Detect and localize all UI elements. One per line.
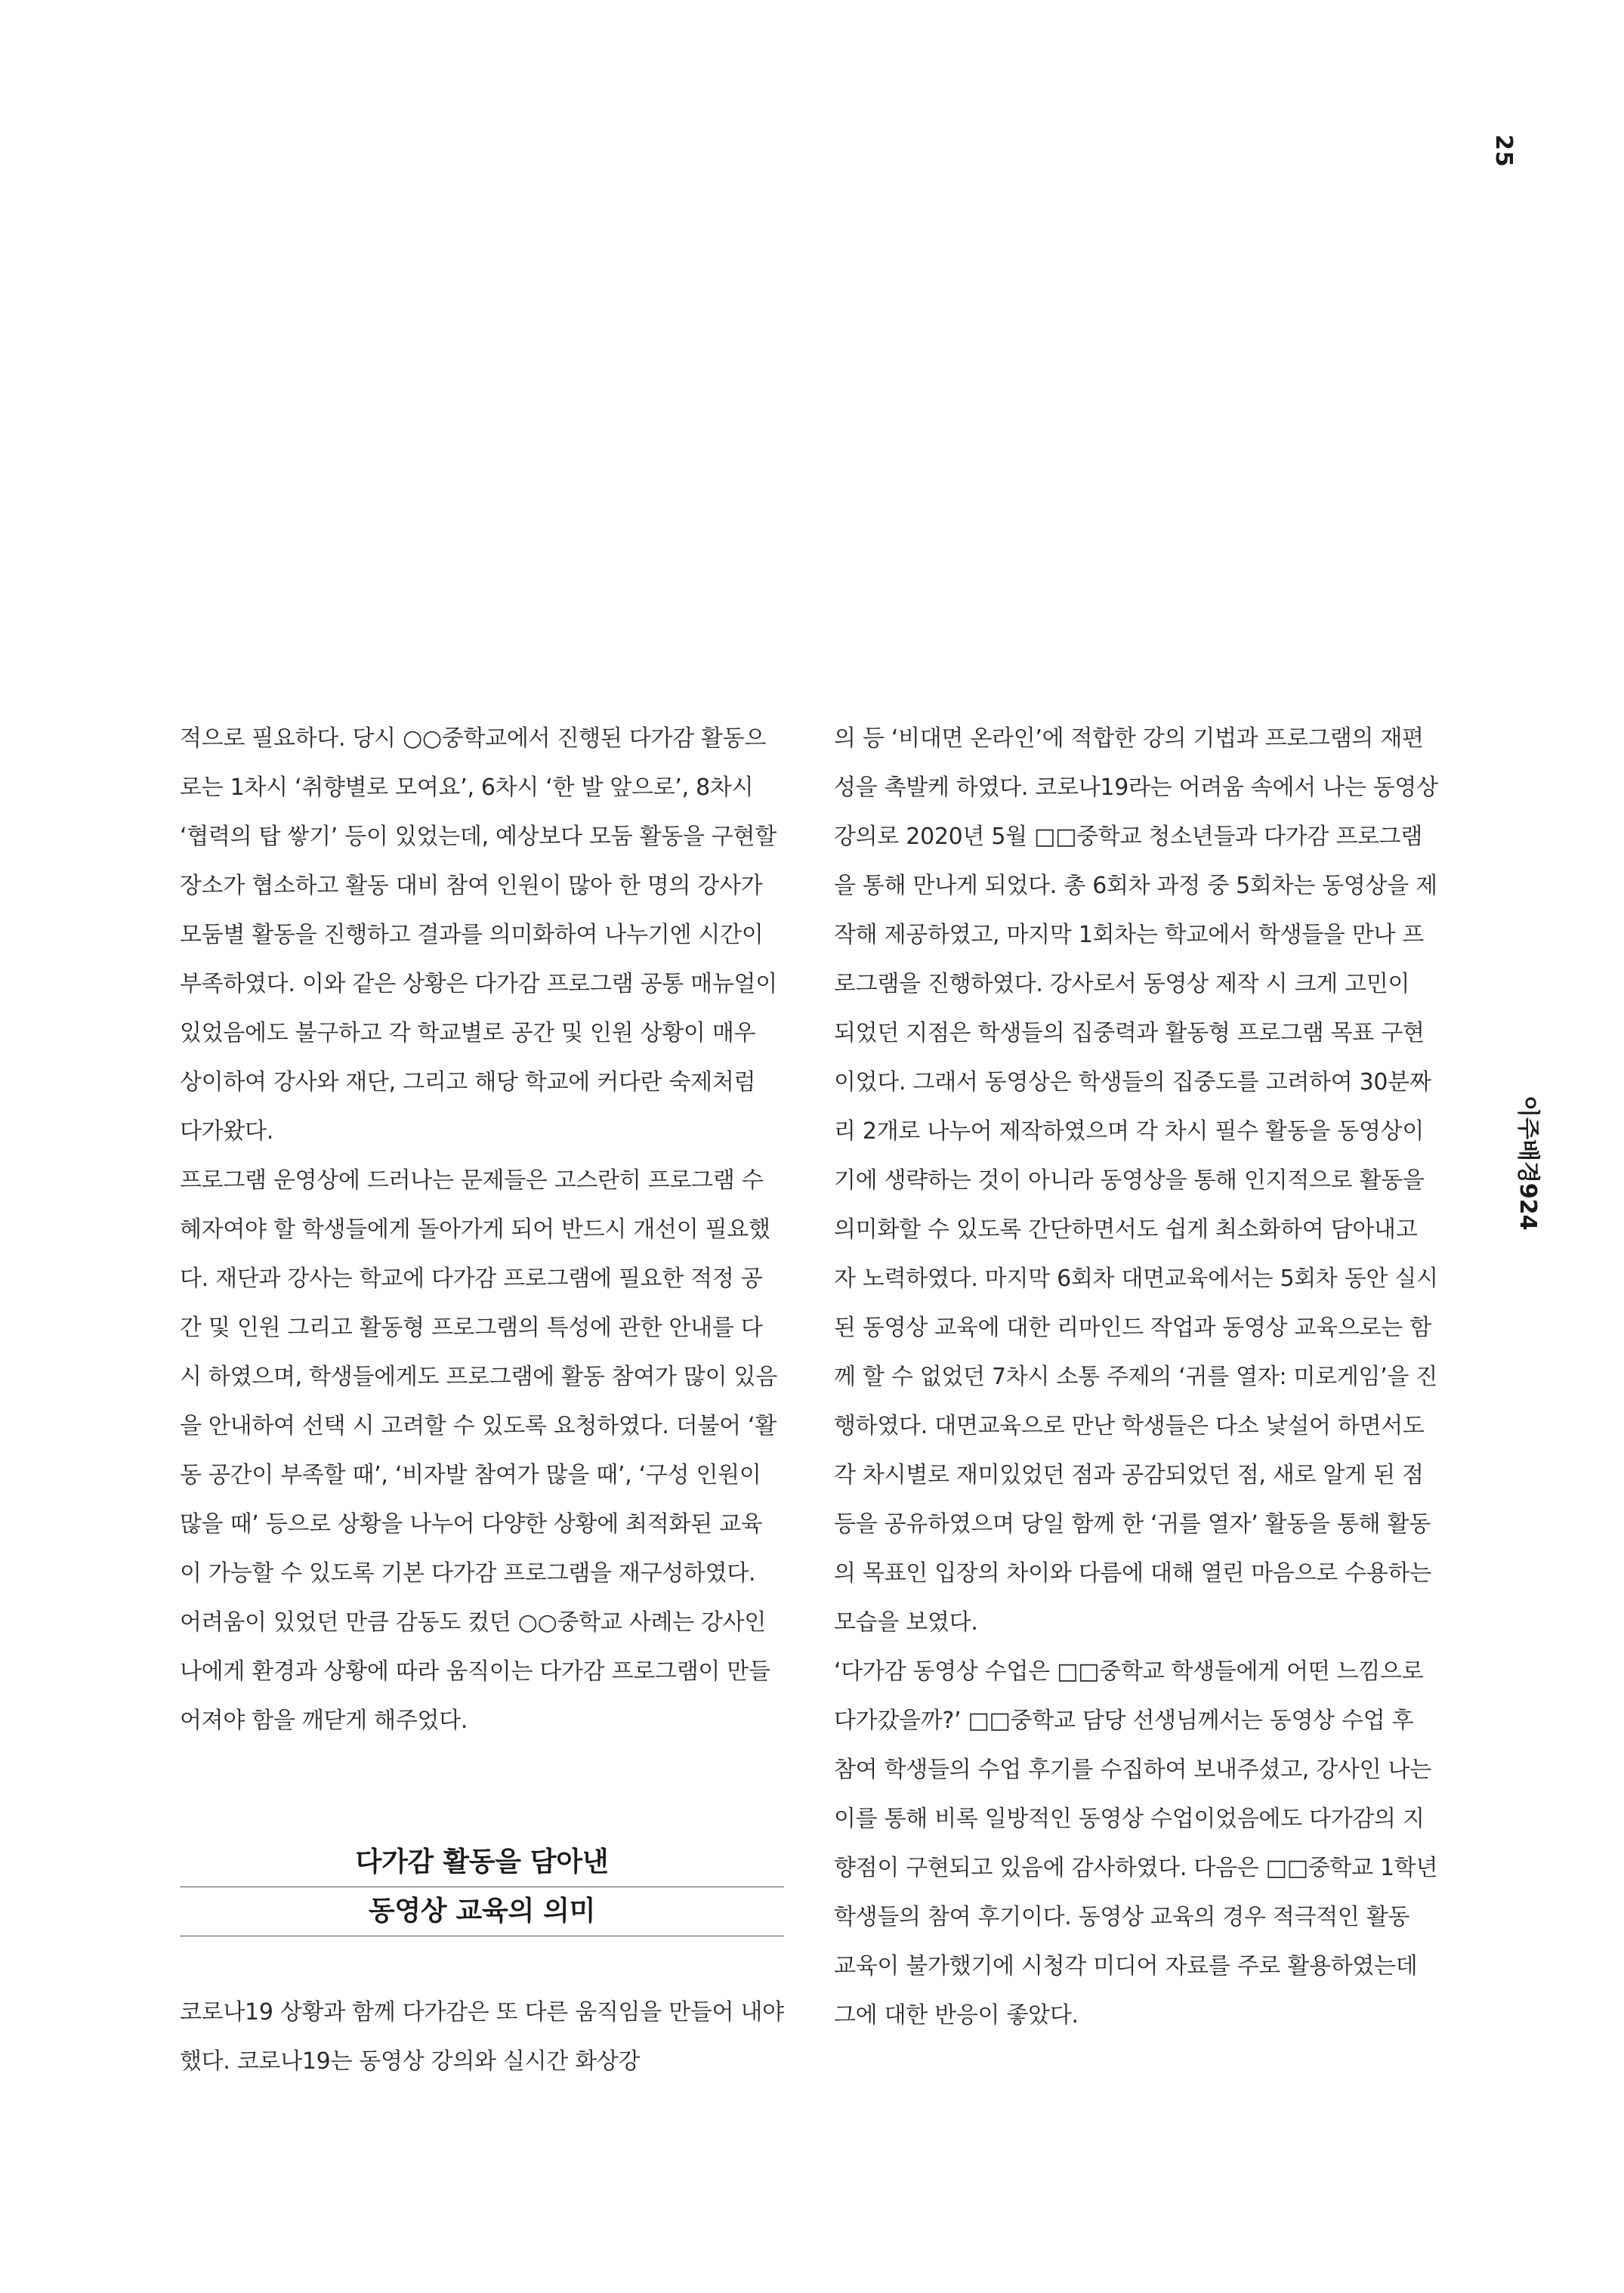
left-column [180,714,784,2086]
right-paragraph-1: 의 등 ‘비대면 온라인’에 적합한 강의 기법과 프로그램의 재편성을 촉발케 하였다. 코로나19라는 어려움 속에서 나는 동영상 강의로 2020년 5월 □□중학교 청소년들과 다가감 프로그램을 통해 만나게 되었다. 총 6회차 과정 중 5회차는 동영상을 제작해 제공하였고, 마지막 1회차는 학교에서 학생들을 만나 프로그램을 진행하였다. 강사로서 동영상 제작 시 크게 고민이 되었던 지점은 학생들의 집중력과 활동형 프로그램 목표 구현이었다. 그래서 동영상은 학생들의 집중도를 고려하여 30분짜리 2개로 나누어 제작하였으며 각 차시 필수 활동을 동영상이기에 생략하는 것이 아니라 동영상을 통해 인지적으로 활동을 의미화할 수 있도록 간단하면서도 쉽게 최소화하여 담아내고자 노력하였다. 마지막 6회차 대면교육에서는 5회차 동안 실시된 동영상 교육에 대한 리마인드 작업과 동영상 교육으로는 함께 할 수 없었던 7차시 소통 주제의 ‘귀를 열자: 미로게임’을 진행하였다. 대면교육으로 만난 학생들은 다소 낯설어 하면서도 각 차시별로 재미있었던 점과 공감되었던 점, 새로 알게 된 점 등을 공유하였으며 당일 함께 한 ‘귀를 열자’ 활동을 통해 활동의 목표인 입장의 차이와 다름에 대해 열린 마음으로 수용하는 모습을 보였다. [834,725,1438,1636]
right-paragraph-2: ‘다가감 동영상 수업은 □□중학교 학생들에게 어떤 느낌으로 다가갔을까?’ □□중학교 담당 선생님께서는 동영상 수업 후 참여 학생들의 수업 후기를 수집하여 보내주셨고, 강사인 나는 이를 통해 비록 일방적인 동영상 수업이었음에도 다가감의 지향점이 구현되고 있음에 감사하였다. 다음은 □□중학교 1학년 학생들의 참여 후기이다. 동영상 교육의 경우 적극적인 활동 교육이 불가했기에 시청각 미디어 자료를 주로 활용하였는데 그에 대한 반응이 좋았다. [834,1658,1438,2029]
section-heading-line-2: 동영상 교육의 의미 [180,1887,784,1936]
left-paragraph-1: 적으로 필요하다. 당시 ○○중학교에서 진행된 다가감 활동으로는 1차시 ‘취향별로 모여요’, 6차시 ‘한 발 앞으로’, 8차시 ‘협력의 탑 쌓기’ 등이 있었는데, 예상보다 모둠 활동을 구현할 장소가 협소하고 활동 대비 참여 인원이 많아 한 명의 강사가 모둠별 활동을 진행하고 결과를 의미화하여 나누기엔 시간이 부족하였다. 이와 같은 상황은 다가감 프로그램 공통 매뉴얼이 있었음에도 불구하고 각 학교별로 공간 및 인원 상황이 매우 상이하여 강사와 재단, 그리고 해당 학교에 커다란 숙제처럼 다가왔다. [180,725,777,1145]
left-paragraph-2: 프로그램 운영상에 드러나는 문제들은 고스란히 프로그램 수혜자여야 할 학생들에게 돌아가게 되어 반드시 개선이 필요했다. 재단과 강사는 학교에 다가감 프로그램에 필요한 적정 공간 및 인원 그리고 활동형 프로그램의 특성에 관한 안내를 다시 하였으며, 학생들에게도 프로그램에 활동 참여가 많이 있음을 안내하여 선택 시 고려할 수 있도록 요청하였다. 더불어 ‘활동 공간이 부족할 때’, ‘비자발 참여가 많을 때’, ‘구성 인원이 많을 때’ 등으로 상황을 나누어 다양한 상황에 최적화된 교육이 가능할 수 있도록 기본 다가감 프로그램을 재구성하였다. 어려움이 있었던 만큼 감동도 컸던 ○○중학교 사례는 강사인 나에게 환경과 상황에 따라 움직이는 다가감 프로그램이 만들어져야 함을 깨닫게 해주었다. [180,1167,777,1734]
page-number: 25 [1490,134,1517,168]
right-column [834,714,1438,2040]
section-heading-line-1: 다가감 활동을 담아낸 [180,1838,784,1887]
magazine-side-label: 이주배경924 [1514,1096,1541,1231]
section-heading [180,1838,784,1936]
left-paragraph-3: 코로나19 상황과 함께 다가감은 또 다른 움직임을 만들어 내야 했다. 코로나19는 동영상 강의와 실시간 화상강 [180,1999,784,2075]
